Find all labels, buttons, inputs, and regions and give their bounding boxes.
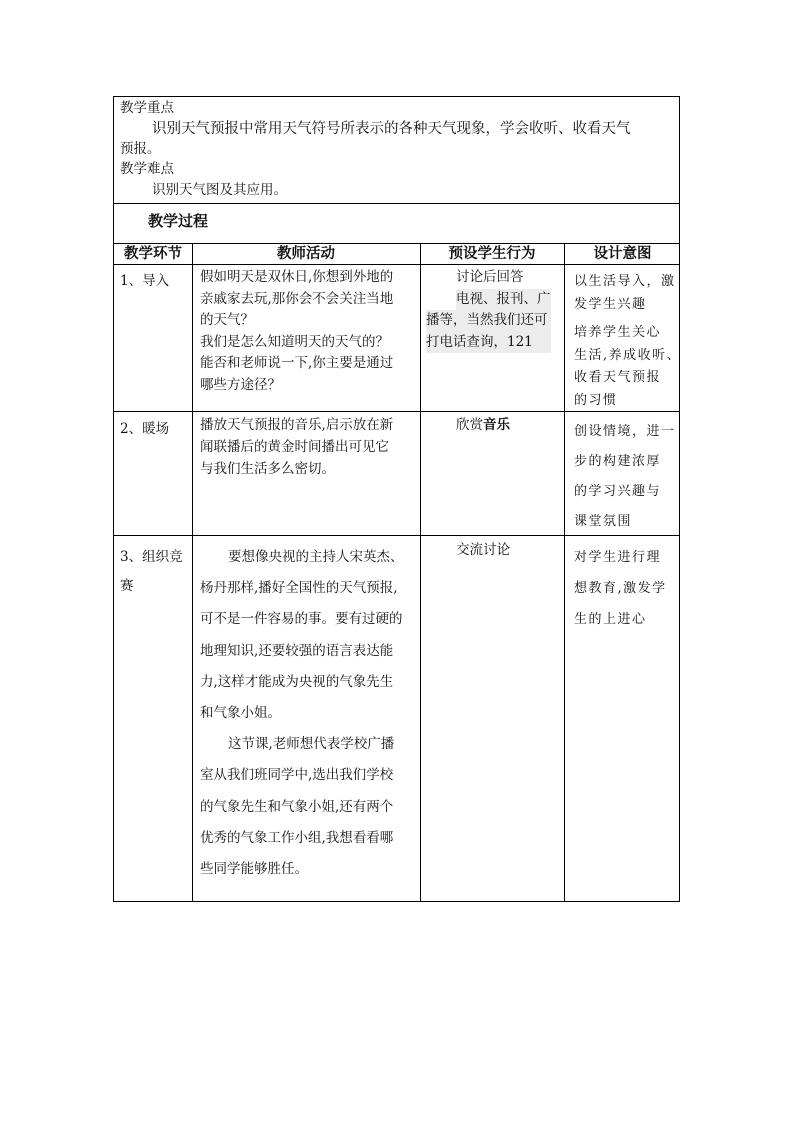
key-points-line: 预报。 [120,141,161,157]
header-stage: 教学环节 [124,246,182,262]
column-divider [420,243,421,902]
row2-student: 欣赏音乐 [456,417,510,433]
lesson-plan-table [113,96,680,902]
row1-stage: 1、导入 [120,273,170,289]
difficulty-title: 教学难点 [120,161,174,177]
divider [114,264,679,265]
key-points-line: 识别天气预报中常用天气符号所表示的各种天气现象，学会收听、收看天气 [152,121,631,137]
row2-stage: 2、暖场 [120,421,170,437]
row1-student: 讨论后回答 电视、报刊、广 播等，当然我们还可 打电话查询，121 [426,267,551,353]
column-divider [192,243,193,902]
row3-stage: 3、组织竞 赛 [120,549,183,594]
row3-student: 交流讨论 [456,542,510,558]
column-divider [564,243,565,902]
header-intent: 设计意图 [593,246,652,262]
divider [114,203,679,204]
header-student: 预设学生行为 [448,246,536,262]
row2-intent: 创设情境，进一 步的构建浓厚 的学习兴趣与 课堂氛围 [574,424,676,529]
header-teacher: 教师活动 [277,246,335,262]
process-title: 教学过程 [148,212,209,230]
row3-teacher: 要想像央视的主持人宋英杰、 杨丹那样,播好全国性的天气预报, 可不是一件容易的事。要有过硬的 地理知识,还要较强的语言表达能 力,这样才能成为央视的气象先生 和气象小姐。 这节课,老师想代表学校广播 室从我们班同学中,选出我们学校 的气象先生和气象小姐,还有两个 优秀的气象工作小组,我想看看哪 些同学能够胜任。 [200,549,404,878]
row2-teacher: 播放天气预报的音乐,启示放在新 闻联播后的黄金时间播出可见它 与我们生活多么密切。 [200,417,394,477]
row1-teacher: 假如明天是双休日,你想到外地的 亲戚家去玩,那你会不会关注当地 的天气？ 我们是怎么知道明天的天气的？ 能否和老师说一下,你主要是通过 哪些方途径？ [200,269,394,393]
row3-intent: 对学生进行理 想教育,激发学 生的上进心 [574,550,667,627]
difficulty-line: 识别天气图及其应用。 [152,182,287,198]
row1-intent: 以生活导入，激 发学生兴趣 培养学生关心 生活,养成收听、 收看天气预报 的习惯 [574,274,682,408]
key-points-title: 教学重点 [120,100,174,116]
